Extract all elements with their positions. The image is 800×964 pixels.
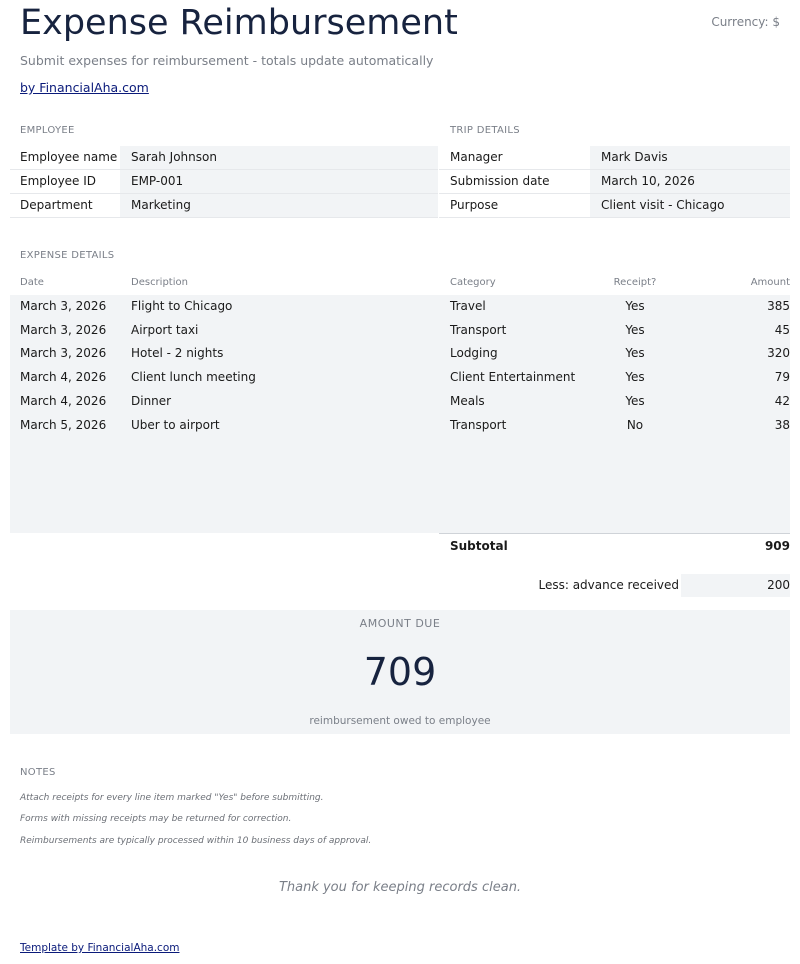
advance-value[interactable]: 200 <box>681 574 790 597</box>
subtotal-value: 909 <box>764 539 790 553</box>
row-date: March 3, 2026 <box>20 346 107 360</box>
row-category: Client Entertainment <box>450 370 576 384</box>
employee-name-value[interactable]: Sarah Johnson <box>120 146 438 169</box>
manager-row <box>439 146 790 170</box>
row-category: Meals <box>450 394 485 408</box>
row-date: March 4, 2026 <box>20 394 107 408</box>
amount-due-label: AMOUNT DUE <box>359 617 441 630</box>
column-header-receipt: Receipt? <box>613 277 657 288</box>
purpose-row <box>439 194 790 218</box>
subtotal-divider <box>439 533 790 534</box>
note-item: Attach receipts for every line item marked "Yes" before submitting. <box>20 793 324 803</box>
purpose-value[interactable]: Client visit - Chicago <box>590 194 790 217</box>
employee-section-label: EMPLOYEE <box>20 125 75 136</box>
manager-label: Manager <box>450 150 503 164</box>
row-category: Travel <box>450 299 486 313</box>
amount-due-panel <box>10 610 790 734</box>
amount-due-value: 709 <box>363 650 437 694</box>
row-amount: 45 <box>774 323 790 337</box>
expense-table-body <box>10 295 790 533</box>
row-amount: 320 <box>767 346 790 360</box>
amount-due-caption: reimbursement owed to employee <box>309 715 491 727</box>
employee-id-row <box>10 170 438 194</box>
currency-indicator: Currency: $ <box>711 15 780 29</box>
row-amount: 385 <box>767 299 790 313</box>
row-receipt: Yes <box>625 346 645 360</box>
page-title: Expense Reimbursement <box>20 3 458 43</box>
template-link[interactable]: Template by FinancialAha.com <box>20 942 180 954</box>
employee-id-value[interactable]: EMP-001 <box>120 170 438 193</box>
employee-name-label: Employee name <box>20 150 118 164</box>
row-category: Transport <box>450 323 507 337</box>
note-item: Reimbursements are typically processed within 10 business days of approval. <box>20 836 372 846</box>
row-description: Uber to airport <box>131 418 220 432</box>
expense-section-label: EXPENSE DETAILS <box>20 250 115 261</box>
row-amount: 79 <box>774 370 790 384</box>
row-amount: 38 <box>774 418 790 432</box>
employee-name-row <box>10 146 438 170</box>
financialaha-link[interactable]: by FinancialAha.com <box>20 80 149 95</box>
row-receipt: No <box>626 418 644 432</box>
submission-date-value[interactable]: March 10, 2026 <box>590 170 790 193</box>
submission-date-label: Submission date <box>450 174 550 188</box>
row-amount: 42 <box>774 394 790 408</box>
manager-value[interactable]: Mark Davis <box>590 146 790 169</box>
employee-fields <box>10 146 438 218</box>
subtotal-label: Subtotal <box>450 539 508 553</box>
table-row[interactable] <box>10 390 790 414</box>
trip-section-label: TRIP DETAILS <box>450 125 520 136</box>
row-date: March 5, 2026 <box>20 418 107 432</box>
row-receipt: Yes <box>625 370 645 384</box>
table-row[interactable] <box>10 295 790 319</box>
department-value[interactable]: Marketing <box>120 194 438 217</box>
row-category: Lodging <box>450 346 498 360</box>
row-category: Transport <box>450 418 507 432</box>
row-description: Client lunch meeting <box>131 370 256 384</box>
table-row[interactable] <box>10 366 790 390</box>
row-receipt: Yes <box>625 323 645 337</box>
row-description: Flight to Chicago <box>131 299 233 313</box>
row-date: March 3, 2026 <box>20 323 107 337</box>
column-header-amount: Amount <box>750 277 790 288</box>
row-date: March 3, 2026 <box>20 299 107 313</box>
employee-id-label: Employee ID <box>20 174 97 188</box>
row-date: March 4, 2026 <box>20 370 107 384</box>
submission-date-row <box>439 170 790 194</box>
department-label: Department <box>20 198 93 212</box>
row-receipt: Yes <box>625 394 645 408</box>
table-row[interactable] <box>10 319 790 343</box>
note-item: Forms with missing receipts may be returned for correction. <box>20 814 292 824</box>
trip-fields <box>439 146 790 218</box>
table-row[interactable] <box>10 414 790 438</box>
notes-section-label: NOTES <box>20 767 56 778</box>
row-receipt: Yes <box>625 299 645 313</box>
purpose-label: Purpose <box>450 198 499 212</box>
page-subtitle: Submit expenses for reimbursement - totals update automatically <box>20 53 434 68</box>
thank-you-message: Thank you for keeping records clean. <box>278 880 522 895</box>
column-header-date: Date <box>20 277 44 288</box>
advance-label: Less: advance received <box>538 578 679 592</box>
department-row <box>10 194 438 218</box>
table-row[interactable] <box>10 342 790 366</box>
row-description: Airport taxi <box>131 323 199 337</box>
row-description: Hotel - 2 nights <box>131 346 224 360</box>
row-description: Dinner <box>131 394 172 408</box>
column-header-description: Description <box>131 277 188 288</box>
column-header-category: Category <box>450 277 496 288</box>
